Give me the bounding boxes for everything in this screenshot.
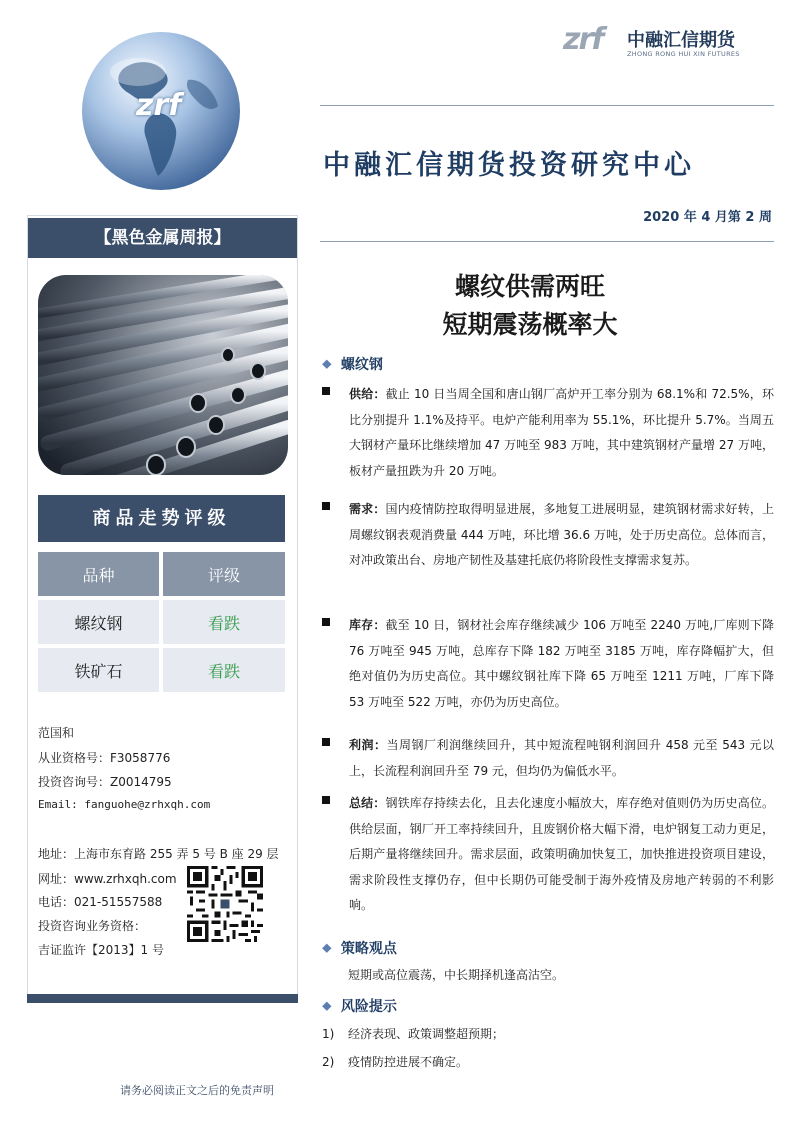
section-heading-text: 螺纹钢 bbox=[340, 357, 383, 373]
analyst-license: 从业资格号：F3058776 bbox=[38, 751, 171, 765]
square-bullet-icon bbox=[322, 796, 330, 804]
diamond-bullet-icon: ⯁ bbox=[322, 1000, 332, 1014]
globe-logo-text: zrf bbox=[136, 88, 182, 123]
analyst-consult-no: 投资咨询号：Z0014795 bbox=[38, 775, 172, 789]
bullet-label: 需求： bbox=[349, 502, 386, 516]
brand-name-en: ZHONG RONG HUI XIN FUTURES bbox=[627, 50, 740, 58]
company-address: 地址：上海市东育路 255 弄 5 号 B 座 29 层 bbox=[38, 847, 279, 861]
table-header-row bbox=[38, 552, 285, 596]
risk-number: 2) bbox=[322, 1055, 335, 1069]
bullet-supply bbox=[322, 382, 774, 484]
qr-code-icon bbox=[187, 866, 263, 942]
logo-mark: zrf bbox=[563, 22, 603, 57]
sidebar-bottom-bar bbox=[27, 994, 298, 1003]
risk-text: 经济表现、政策调整超预期； bbox=[348, 1027, 505, 1041]
bullet-text: 钢铁库存持续去化，且去化速度小幅放大，库存绝对值则仍为历史高位。供给层面，钢厂开工率持续回升，且废钢价格大幅下滑，电炉钢复工动力更足，后期产量将继续回升。需求层面，政策明确加快复工，加快推进投资项目建设，需求阶段性支撑仍存，但中长期仍可能受制于海外疫情及房地产转弱的不利影响。 bbox=[349, 796, 774, 912]
bullet-inventory bbox=[322, 613, 774, 715]
report-headline bbox=[330, 268, 730, 344]
strategy-text: 短期或高位震荡，中长期择机逢高沽空。 bbox=[348, 968, 565, 982]
square-bullet-icon bbox=[322, 502, 330, 510]
risk-number: 1) bbox=[322, 1027, 335, 1041]
bullet-text: 国内疫情防控取得明显进展，多地复工进展明显，建筑钢材需求好转，上周螺纹钢表观消费量 444 万吨，环比增 36.6 万吨，处于历史高位。总体而言，对冲政策出台、房地产韧性及基建托底仍将阶段性支撑需求复苏。 bbox=[349, 502, 774, 567]
section-heading-rebar bbox=[322, 354, 383, 374]
diamond-bullet-icon: ⯁ bbox=[322, 358, 332, 372]
bullet-text: 截至 10 日，钢材社会库存继续减少 106 万吨至 2240 万吨,厂库则下降 76 万吨至 945 万吨，总库存下降 182 万吨至 3185 万吨，库存降幅扩大，但绝对值仍为历史高位。其中螺纹钢社库下降 65 万吨至 1211 万吨，厂库下降 53 万吨至 522 万吨，亦仍为历史高位。 bbox=[349, 618, 774, 709]
rating-section-title: 商品走势评级 bbox=[38, 495, 285, 542]
diamond-bullet-icon: ⯁ bbox=[322, 942, 332, 956]
table-cell-rating: 看跌 bbox=[163, 600, 285, 644]
section-heading-strategy bbox=[322, 938, 397, 958]
column-header-item: 品种 bbox=[38, 552, 163, 596]
column-header-rating: 评级 bbox=[163, 552, 285, 596]
header-rule-bottom bbox=[320, 241, 774, 242]
footer-disclaimer[interactable]: 请务必阅读正文之后的免责声明 bbox=[120, 1084, 274, 1097]
table-cell-item: 螺纹钢 bbox=[38, 600, 163, 644]
brand-name: 中融汇信期货 bbox=[627, 30, 735, 51]
company-phone: 电话：021-51557588 bbox=[38, 895, 163, 909]
table-cell-rating: 看跌 bbox=[163, 648, 285, 692]
bullet-text: 当周钢厂利润继续回升，其中短流程吨钢利润回升 458 元至 543 元以上，长流程利润回升至 79 元，但均仍为偏低水平。 bbox=[349, 738, 774, 778]
headline-line-2: 短期震荡概率大 bbox=[442, 310, 618, 339]
section-heading-text: 策略观点 bbox=[340, 941, 397, 957]
table-row bbox=[38, 600, 285, 644]
square-bullet-icon bbox=[322, 738, 330, 746]
square-bullet-icon bbox=[322, 387, 330, 395]
steel-pipes-image bbox=[38, 275, 288, 475]
headline-line-1: 螺纹供需两旺 bbox=[454, 272, 605, 301]
company-website[interactable]: 网址：www.zrhxqh.com bbox=[38, 872, 177, 886]
bullet-summary bbox=[322, 791, 774, 919]
bullet-label: 库存： bbox=[349, 618, 386, 632]
qualification-value: 吉证监许【2013】1 号 bbox=[38, 943, 164, 957]
bullet-text: 截止 10 日当周全国和唐山钢厂高炉开工率分别为 68.1%和 72.5%，环比分别提升 1.1%及持平。电炉产能利用率为 55.1%，环比提升 5.7%。当周五大钢材产量环比继续增加 47 万吨至 983 万吨，其中建筑钢材产量增 27 万吨，板材产量扭跌为升 20 万吨。 bbox=[349, 387, 774, 478]
table-row bbox=[38, 648, 285, 692]
globe-logo bbox=[80, 30, 242, 192]
table-cell-item: 铁矿石 bbox=[38, 648, 163, 692]
bullet-profit bbox=[322, 733, 774, 784]
section-heading-text: 风险提示 bbox=[340, 999, 397, 1015]
issue-date: 2020 年 4 月第 2 周 bbox=[643, 210, 772, 225]
bullet-label: 总结： bbox=[349, 796, 386, 810]
report-type-banner: 【黑色金属周报】 bbox=[28, 218, 297, 258]
qualification-label: 投资咨询业务资格： bbox=[38, 919, 147, 933]
page-title: 中融汇信期货投资研究中心 bbox=[323, 150, 695, 181]
bullet-label: 利润： bbox=[349, 738, 387, 752]
analyst-email[interactable]: Email: fanguohe@zrhxqh.com bbox=[38, 798, 211, 811]
bullet-label: 供给： bbox=[349, 387, 386, 401]
section-heading-risk bbox=[322, 996, 397, 1016]
rating-table bbox=[38, 548, 285, 696]
risk-text: 疫情防控进展不确定。 bbox=[348, 1055, 469, 1069]
brand-logo bbox=[563, 22, 748, 66]
bullet-demand bbox=[322, 497, 774, 574]
analyst-name: 范国和 bbox=[38, 726, 75, 740]
square-bullet-icon bbox=[322, 618, 330, 626]
header-rule-top bbox=[320, 105, 774, 106]
